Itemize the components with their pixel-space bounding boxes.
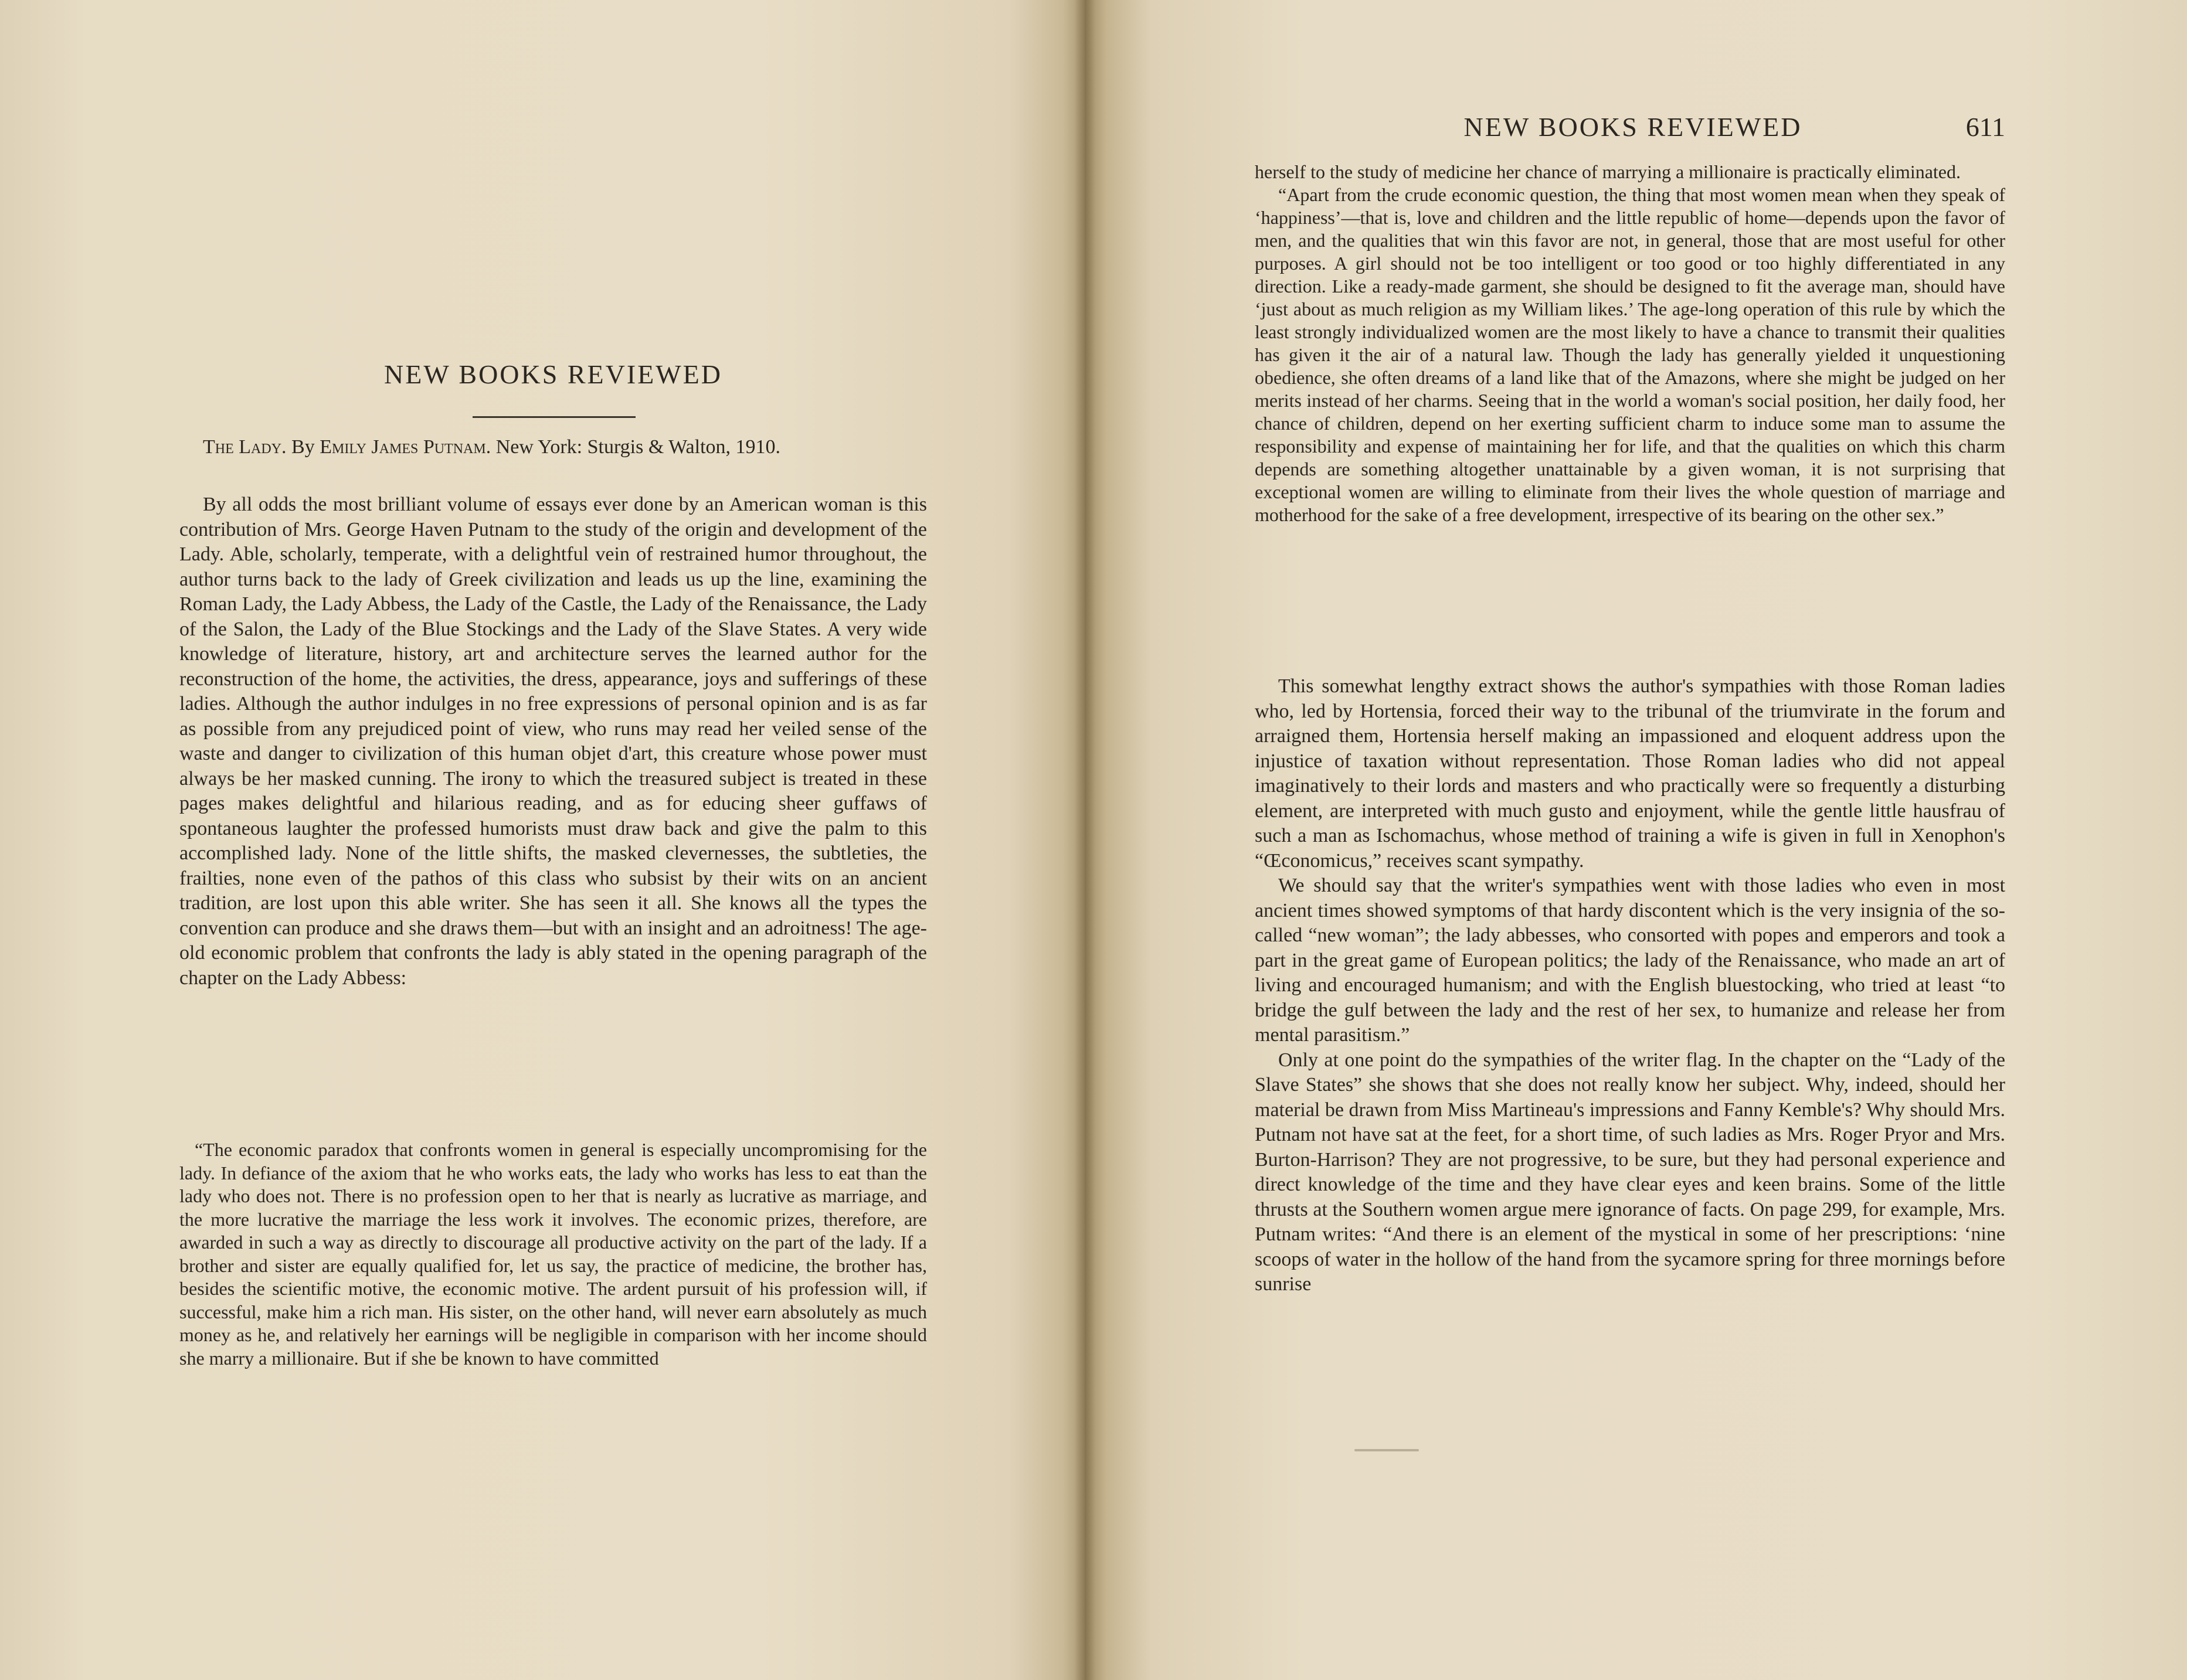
book-title: The Lady. bbox=[203, 436, 287, 458]
review-body-continued bbox=[1255, 674, 2005, 1297]
running-head bbox=[1261, 111, 2005, 147]
book-author: Emily James Putnam. bbox=[320, 436, 491, 458]
quote-paragraph: “Apart from the crude economic question, the thing that most women mean when they speak of ‘happiness’—that is, love and children and the little republic of home—depends upon the favor of men, and the qualities that win this favor are not, in general, those that are most useful for other purposes. A girl should not be too intelligent or too good or too highly differentiated in any direction. Like a ready-made garment, she should be designed to fit the average man, should have ‘just about as much religion as my William likes.’ The age-long operation of this rule by which the least strongly individualized women are the most likely to have a chance to transmit their qualities has given it the air of a natural law. Though the lady has generally yielded it unquestioning obedience, she often dreams of a land like that of the Amazons, where she might be judged on her merits instead of her charms. Seeing that in the world a woman's social position, her daily food, her chance of children, depend on her exerting sufficient charm to induce some man to assume the responsibility and expense of maintaining her for life, and that the qualities on which this charm depends are something altogether unattainable by a given woman, it is not surprising that exceptional women are willing to eliminate from their lives the whole question of marriage and motherhood for the sake of a free development, irrespective of its bearing on the other sex.” bbox=[1255, 184, 2005, 525]
review-paragraph: By all odds the most brilliant volume of essays ever done by an American woman is this contribution of Mrs. George Haven Putnam to the study of the origin and development of the Lady. Able, scholarly, temperate, with a delightful vein of restrained humor throughout, the author turns back to the lady of Greek civilization and leads us up the line, examining the Roman Lady, the Lady Abbess, the Lady of the Castle, the Lady of the Renaissance, the Lady of the Salon, the Lady of the Blue Stockings and the Lady of the Slave States. A very wide knowledge of literature, history, art and architecture serves the learned author for the reconstruction of the home, the activities, the dress, appearance, joys and sufferings of these ladies. Although the author indulges in no free expressions of personal opinion and is as far as possible from any prejudiced point of view, who runs may read her veiled sense of the waste and danger to civilization of this human objet d'art, this creature whose power must always be her masked cunning. The irony to which the treasured subject is treated in these pages makes delightful and hilarious reading, and as for educing sheer guffaws of spontaneous laughter the professed humorists must draw back and give the palm to this accomplished lady. None of the little shifts, the masked clevernesses, the subtleties, the frailties, none even of the pathos of this class who subsist by their wits on an ancient tradition, are lost upon this able writer. She has seen it all. She knows all the types the convention can produce and she draws them—but with an insight and an adroitness! The age-old economic problem that confronts the lady is ably stated in the opening paragraph of the chapter on the Lady Abbess: bbox=[179, 494, 927, 989]
right-page bbox=[1085, 0, 2187, 1680]
running-head-title: NEW BOOKS REVIEWED bbox=[1463, 112, 1802, 142]
left-page bbox=[0, 0, 1085, 1680]
quote-paragraph: “The economic paradox that confronts women in general is especially uncompromising for the lady. In defiance of the axiom that he who works eats, the lady who works has less to eat than the lady who does not. There is no profession open to her that is nearly as lucrative as marriage, and the more lucrative the marriage the less work it involves. The economic prizes, therefore, are awarded in such a way as directly to discourage all productive activity on the part of the lady. If a brother and sister are equally qualified for, let us say, the practice of medicine, the brother has, besides the scientific motive, the economic motive. The ardent pursuit of his profession will, if successful, make him a rich man. His sister, on the other hand, will never earn absolutely as much money as he, and relatively her earnings will be negligible in comparison with her income should she marry a millionaire. But if she be known to have committed bbox=[179, 1139, 927, 1369]
title-rule bbox=[473, 416, 636, 418]
citation-by: By bbox=[291, 436, 315, 458]
quote-continuation: herself to the study of medicine her chance of marrying a millionaire is practically eliminated. bbox=[1255, 161, 1961, 182]
book-citation bbox=[179, 435, 927, 460]
review-body bbox=[179, 492, 927, 991]
page-number: 611 bbox=[1965, 112, 2005, 142]
block-quote bbox=[179, 1138, 927, 1370]
book-gutter bbox=[1074, 0, 1095, 1680]
page-title: NEW BOOKS REVIEWED bbox=[384, 359, 722, 389]
book-publisher: New York: Sturgis & Walton, 1910. bbox=[495, 436, 781, 458]
review-paragraph: We should say that the writer's sympathies went with those ladies who even in most ancient times showed symptoms of that hardy discontent which is the very insignia of the so-called “new woman”; the lady abbesses, who consorted with popes and emperors and took a part in the great game of European politics; the lady of the Renaissance, who made an art of living and encouraged humanism; and with the English bluestocking, who tried at least “to bridge the gulf between the lady and the rest of her sex, to humanize and release her from mental parasitism.” bbox=[1255, 875, 2005, 1046]
block-quote-continued bbox=[1255, 161, 2005, 526]
review-paragraph: Only at one point do the sympathies of the writer flag. In the chapter on the “Lady of the Slave States” she shows that she does not really know her subject. Why, indeed, should her material be drawn from Miss Martineau's impressions and Fanny Kemble's? Why should Mrs. Putnam not have sat at the feet, for a short time, of such ladies as Mrs. Roger Pryor and Mrs. Burton-Harrison? They are not progressive, to be sure, but they had personal experience and direct knowledge of the time and they have clear eyes and keen brains. Some of the little thrusts at the Southern women argue mere ignorance of facts. On page 299, for example, Mrs. Putnam writes: “And there is an element of the mystical in some of her prescriptions: ‘nine scoops of water in the hollow of the hand from the sycamore spring for three mornings before sunrise bbox=[1255, 1049, 2005, 1295]
review-paragraph: This somewhat lengthy extract shows the author's sympathies with those Roman ladies who, led by Hortensia, forced their way to the tribunal of the triumvirate in the forum and arraigned them, Hortensia herself making an impassioned and eloquent address upon the injustice of taxation without representation. Those Roman ladies who did not appeal imaginatively to their lords and masters and who practically were so frequently a disturbing element, are interpreted with much gusto and enjoyment, while the gentle little hausfrau of such a man as Ischomachus, whose method of training a wife is given in full in Xenophon's “Œconomicus,” receives scant sympathy. bbox=[1255, 675, 2005, 872]
ink-smudge bbox=[1354, 1449, 1419, 1451]
